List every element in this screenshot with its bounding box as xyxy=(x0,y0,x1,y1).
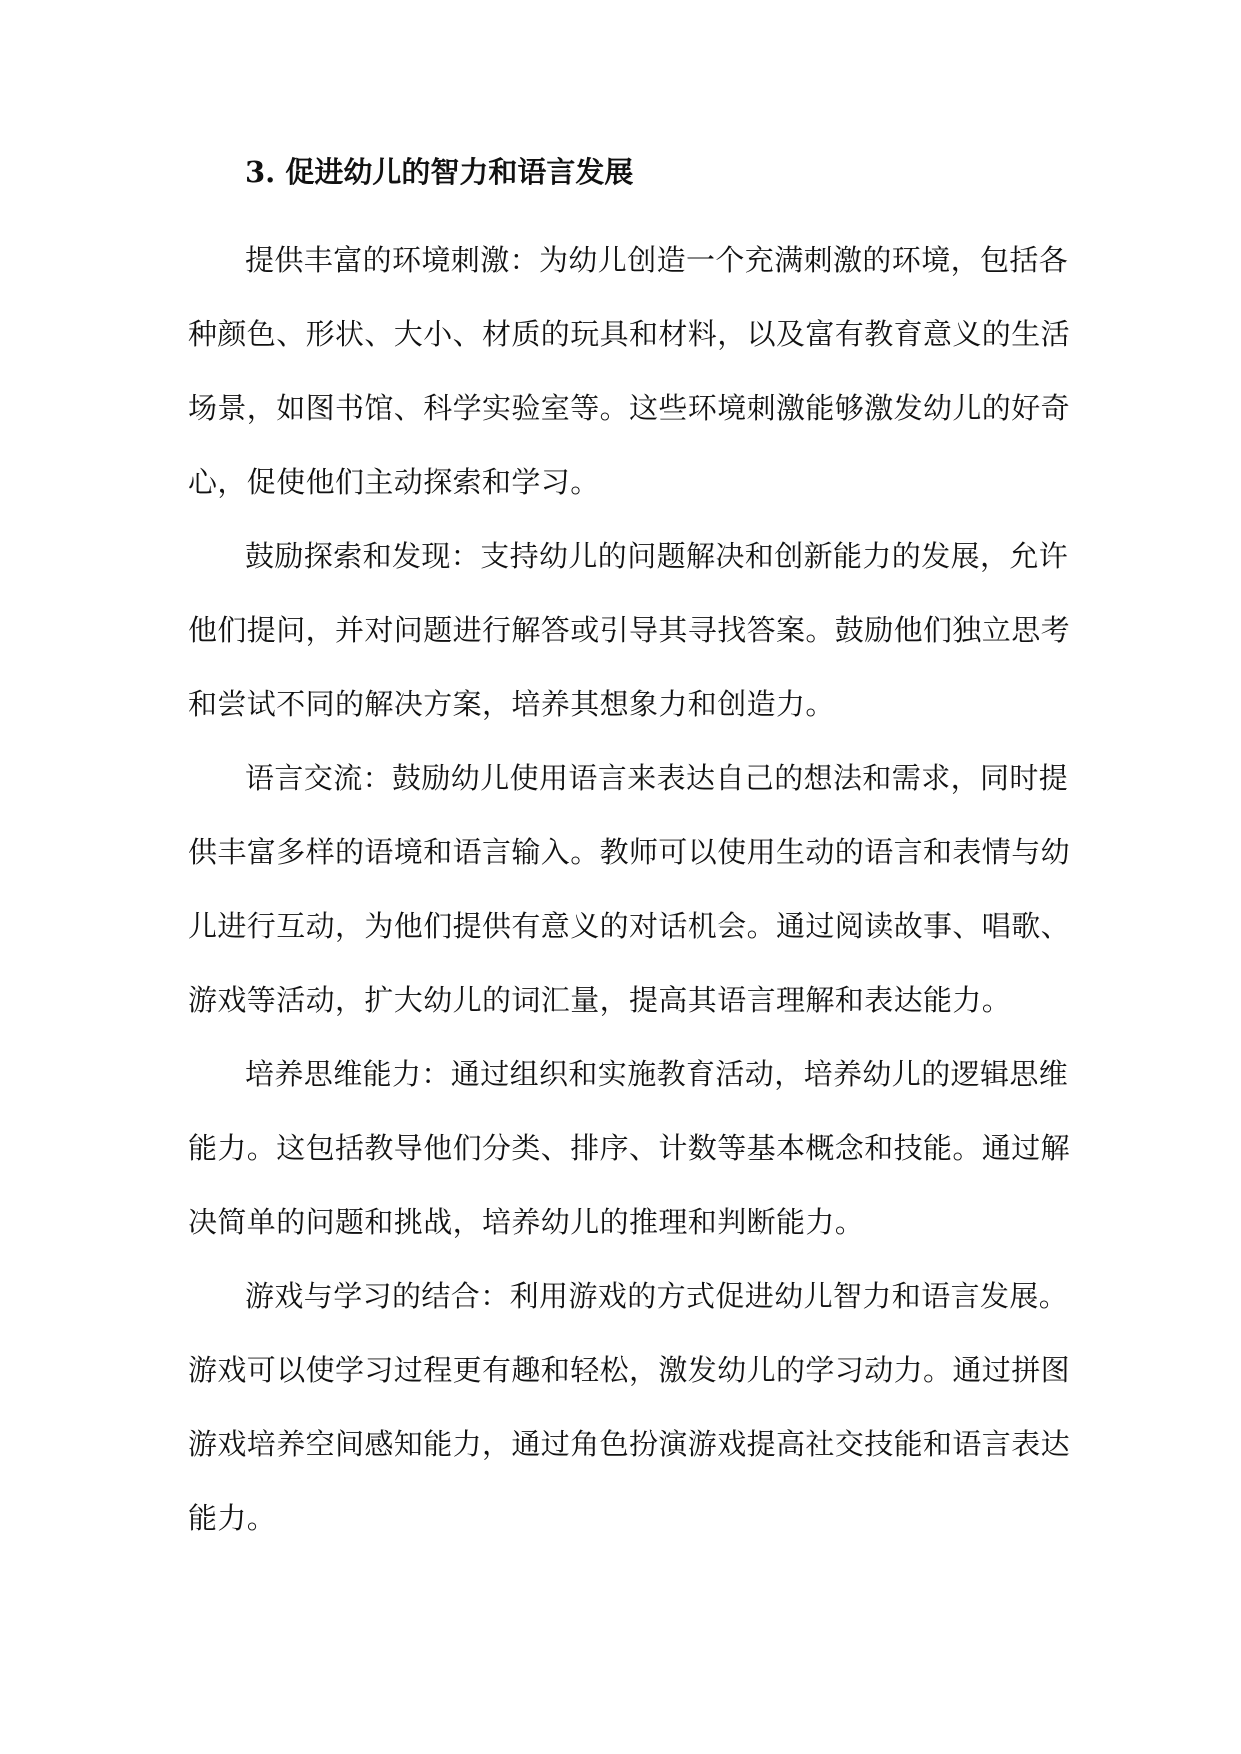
paragraph-line: 儿进行互动，为他们提供有意义的对话机会。通过阅读故事、唱歌、 xyxy=(188,909,1071,943)
paragraph-line: 能力。这包括教导他们分类、排序、计数等基本概念和技能。通过解 xyxy=(188,1131,1071,1165)
paragraph-play-learning xyxy=(188,1259,1071,1555)
paragraph-line: 鼓励探索和发现：支持幼儿的问题解决和创新能力的发展，允许 xyxy=(245,539,1069,573)
paragraph-line: 供丰富多样的语境和语言输入。教师可以使用生动的语言和表情与幼 xyxy=(188,835,1071,869)
paragraph-exploration xyxy=(188,519,1071,741)
paragraph-line: 决简单的问题和挑战，培养幼儿的推理和判断能力。 xyxy=(188,1205,865,1239)
paragraph-line: 游戏与学习的结合：利用游戏的方式促进幼儿智力和语言发展。 xyxy=(245,1279,1069,1313)
paragraph-line: 游戏可以使学习过程更有趣和轻松，激发幼儿的学习动力。通过拼图 xyxy=(188,1353,1071,1387)
paragraph-thinking xyxy=(188,1037,1071,1259)
paragraph-line: 能力。 xyxy=(188,1501,277,1535)
paragraph-line: 语言交流：鼓励幼儿使用语言来表达自己的想法和需求，同时提 xyxy=(245,761,1069,795)
paragraph-line: 游戏培养空间感知能力，通过角色扮演游戏提高社交技能和语言表达 xyxy=(188,1427,1071,1461)
paragraph-language xyxy=(188,741,1071,1037)
paragraph-line: 培养思维能力：通过组织和实施教育活动，培养幼儿的逻辑思维 xyxy=(245,1057,1069,1091)
section-heading: 3. 促进幼儿的智力和语言发展 xyxy=(245,155,634,189)
paragraph-environment xyxy=(188,223,1071,519)
paragraph-line: 和尝试不同的解决方案，培养其想象力和创造力。 xyxy=(188,687,835,721)
paragraph-line: 他们提问，并对问题进行解答或引导其寻找答案。鼓励他们独立思考 xyxy=(188,613,1071,647)
body-text xyxy=(188,223,1071,1555)
paragraph-line: 场景，如图书馆、科学实验室等。这些环境刺激能够激发幼儿的好奇 xyxy=(188,391,1071,425)
paragraph-line: 提供丰富的环境刺激：为幼儿创造一个充满刺激的环境，包括各 xyxy=(245,243,1069,277)
paragraph-line: 游戏等活动，扩大幼儿的词汇量，提高其语言理解和表达能力。 xyxy=(188,983,1012,1017)
paragraph-line: 心，促使他们主动探索和学习。 xyxy=(188,465,600,499)
paragraph-line: 种颜色、形状、大小、材质的玩具和材料，以及富有教育意义的生活 xyxy=(188,317,1071,351)
